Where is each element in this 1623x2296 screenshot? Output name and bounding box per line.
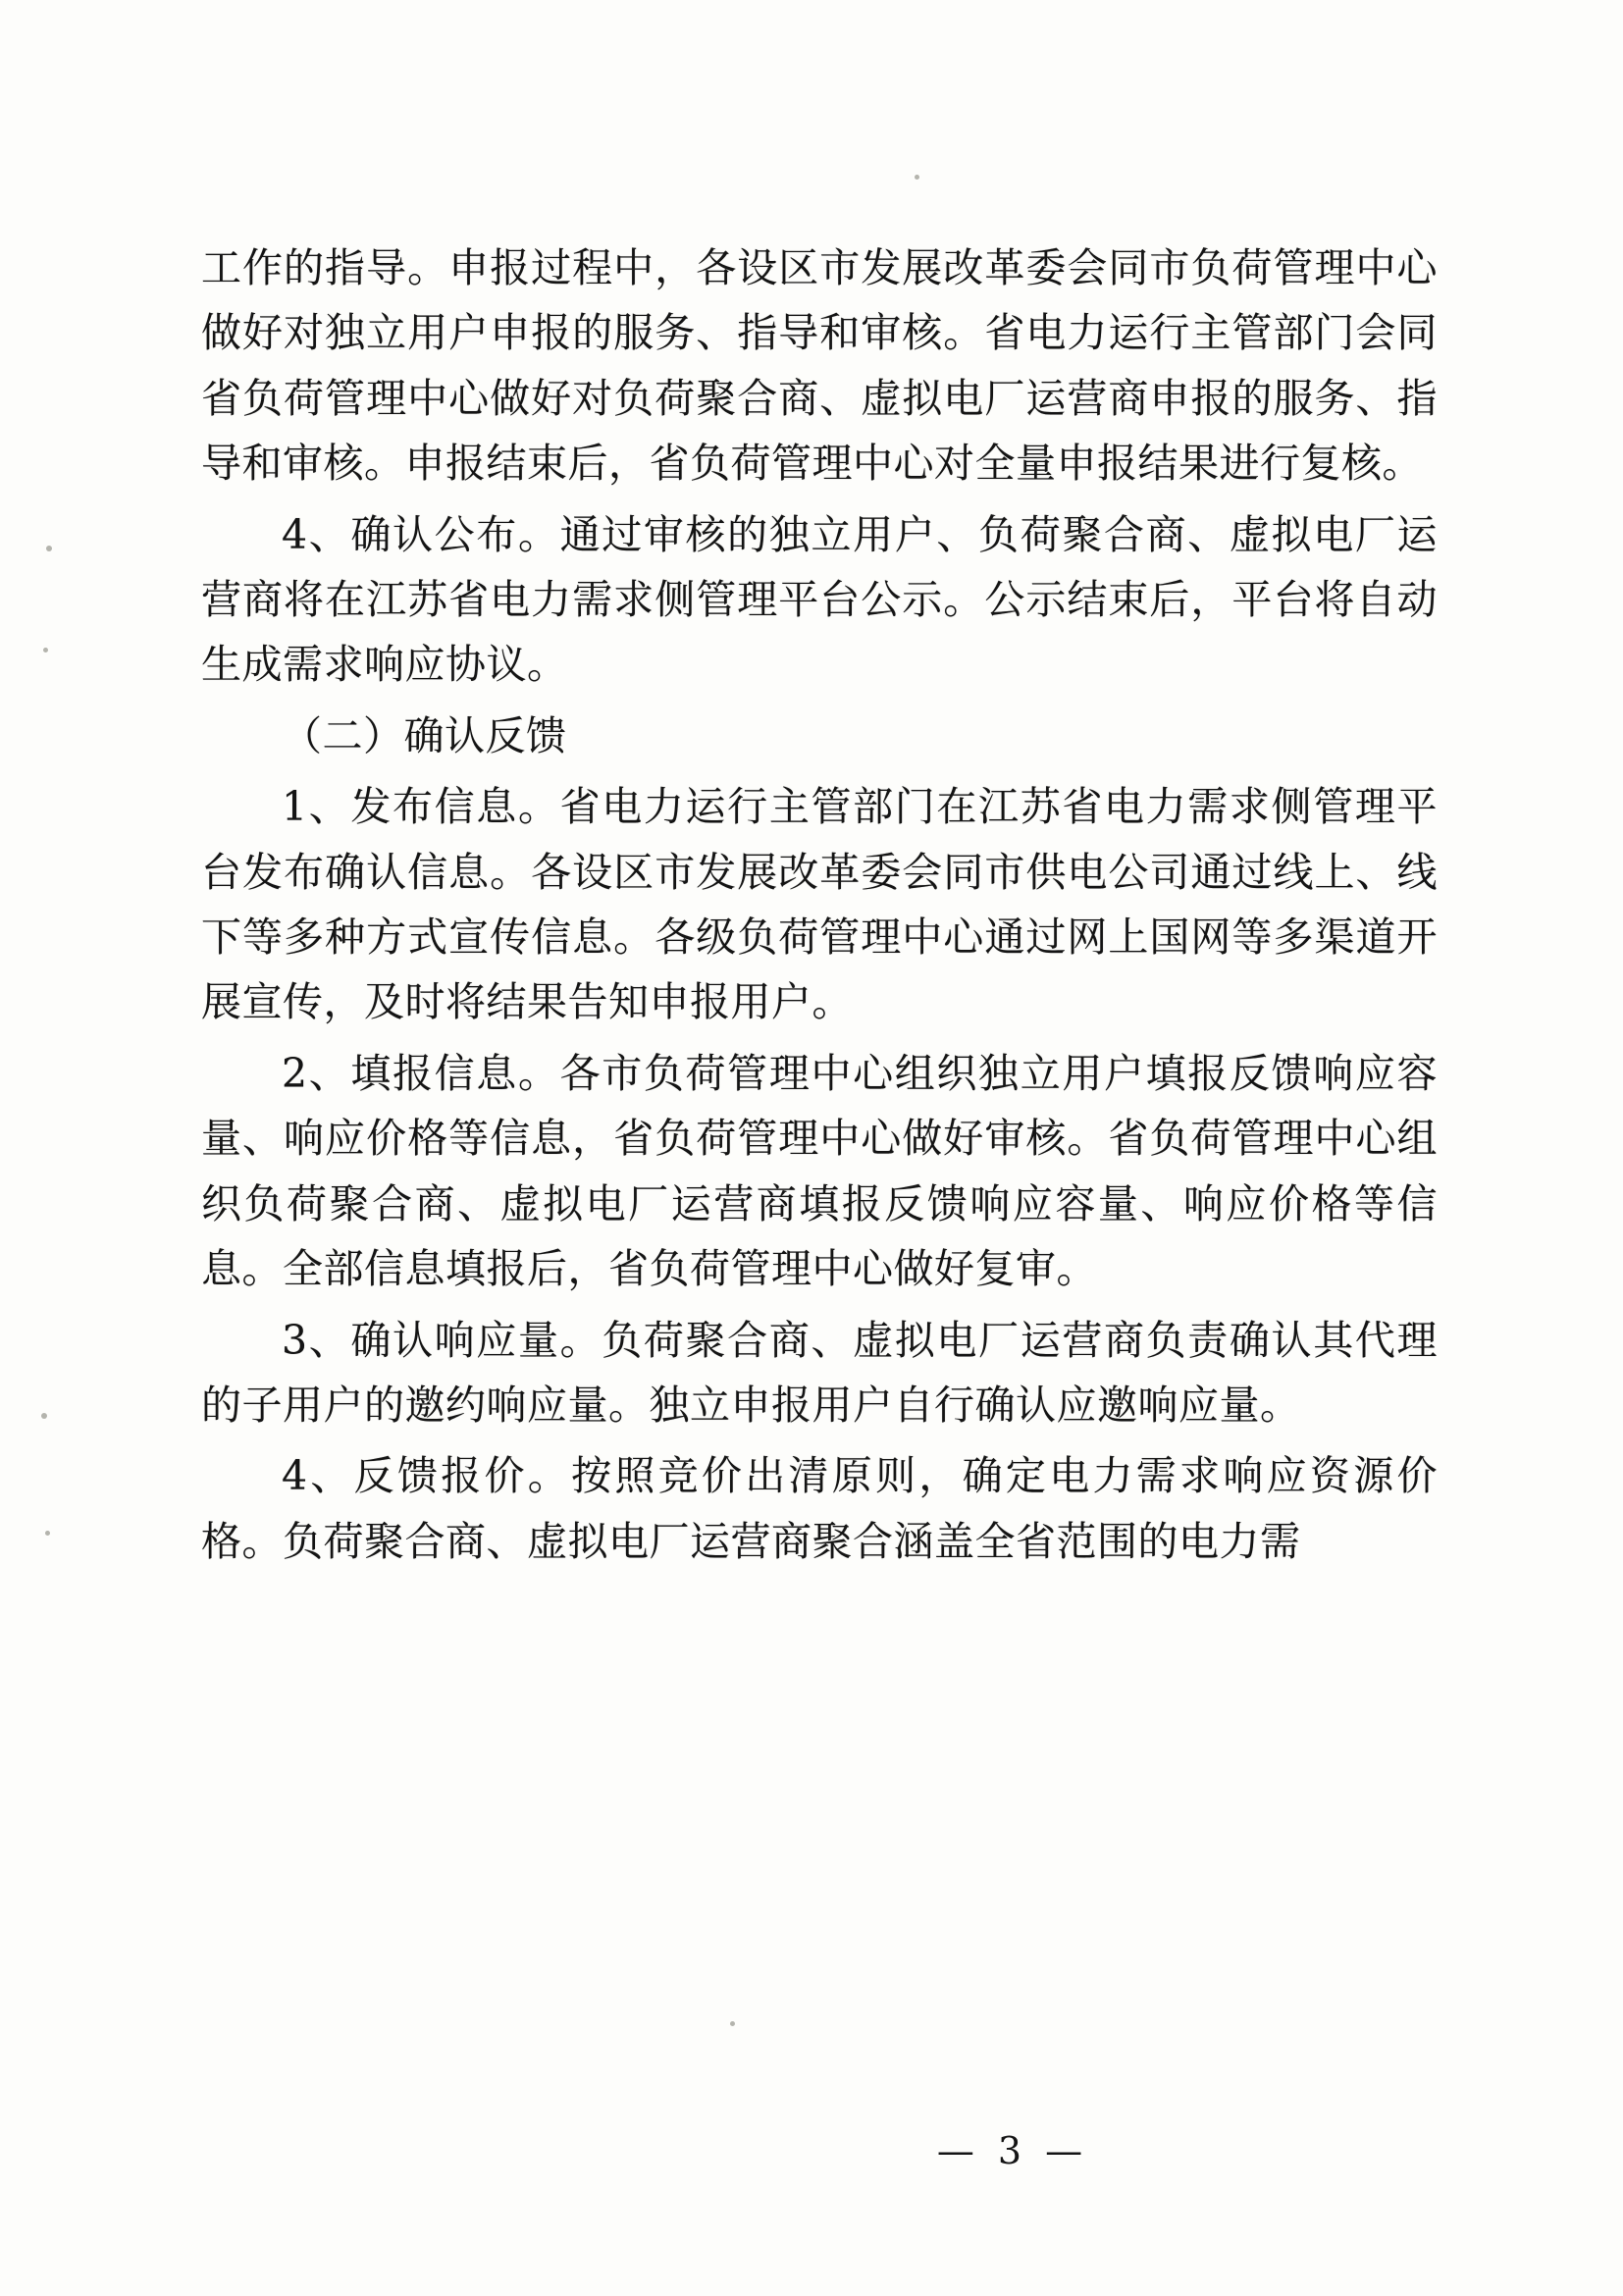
scan-speck-icon: [41, 1413, 47, 1419]
section-heading-confirm-feedback: （二）确认反馈: [282, 711, 567, 759]
scan-speck-icon: [43, 648, 48, 652]
paragraph-item-4-feedback-quote: 4、反馈报价。按照竞价出清原则，确定电力需求响应资源价格。负荷聚合商、虚拟电厂运营商聚合涵盖全省范围的电力需: [201, 1452, 1438, 1565]
scan-speck-icon: [730, 2021, 735, 2026]
paragraph-item-3-confirm-response: 3、确认响应量。负荷聚合商、虚拟电厂运营商负责确认其代理的子用户的邀约响应量。独立申报用户自行确认应邀响应量。: [201, 1316, 1438, 1429]
paragraph-item-4-confirm-publish: 4、确认公布。通过审核的独立用户、负荷聚合商、虚拟电厂运营商将在江苏省电力需求侧管理平台公示。公示结束后，平台将自动生成需求响应协议。: [201, 510, 1438, 689]
document-body: [201, 235, 1438, 1580]
scan-speck-icon: [46, 546, 52, 551]
page-number: — 3 —: [936, 2129, 1089, 2172]
paragraph-item-1-publish-info: 1、发布信息。省电力运行主管部门在江苏省电力需求侧管理平台发布确认信息。各设区市发展改革委会同市供电公司通过线上、线下等多种方式宣传信息。各级负荷管理中心通过网上国网等多渠道开展宣传，及时将结果告知申报用户。: [201, 783, 1438, 1026]
paragraph-item-2-fill-info: 2、填报信息。各市负荷管理中心组织独立用户填报反馈响应容量、响应价格等信息，省负荷管理中心做好审核。省负荷管理中心组织负荷聚合商、虚拟电厂运营商填报反馈响应容量、响应价格等信息。全部信息填报后，省负荷管理中心做好复审。: [201, 1049, 1438, 1293]
scan-speck-icon: [45, 1531, 50, 1536]
paragraph-continuation: 工作的指导。申报过程中，各设区市发展改革委会同市负荷管理中心做好对独立用户申报的服务、指导和审核。省电力运行主管部门会同省负荷管理中心做好对负荷聚合商、虚拟电厂运营商申报的服务、指导和审核。申报结束后，省负荷管理中心对全量申报结果进行复核。: [201, 244, 1438, 488]
scan-speck-icon: [915, 175, 919, 180]
